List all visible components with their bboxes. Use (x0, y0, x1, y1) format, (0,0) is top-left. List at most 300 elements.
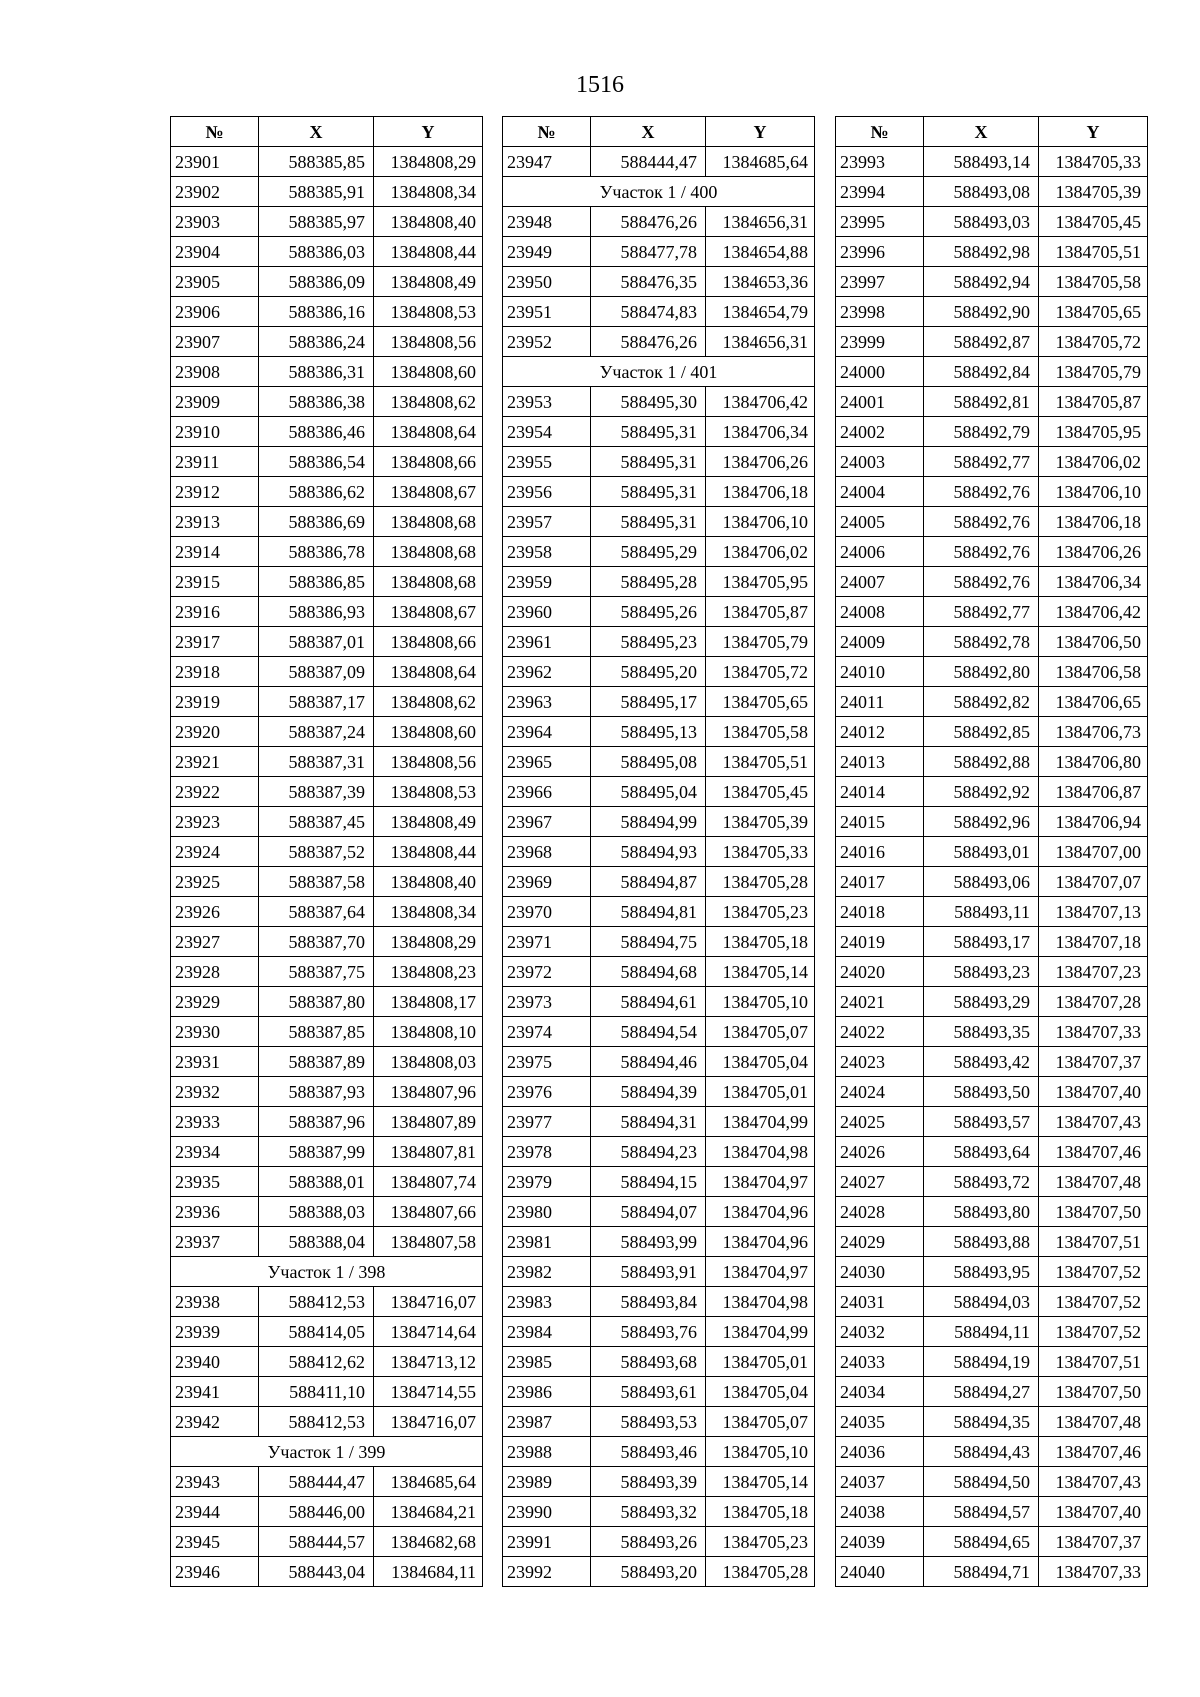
coord-y: 1384808,66 (374, 627, 483, 657)
point-number: 23947 (503, 147, 591, 177)
table-row (171, 1557, 483, 1587)
coord-x: 588386,85 (259, 567, 374, 597)
point-number: 23922 (171, 777, 259, 807)
table-row (836, 1557, 1148, 1587)
point-number: 24008 (836, 597, 924, 627)
table-row (836, 1347, 1148, 1377)
point-number: 23979 (503, 1167, 591, 1197)
coord-y: 1384707,52 (1039, 1257, 1148, 1287)
table-row (503, 1257, 815, 1287)
coord-x: 588386,78 (259, 537, 374, 567)
coordinates-table-1 (170, 116, 483, 1587)
coord-y: 1384704,98 (706, 1137, 815, 1167)
coord-y: 1384808,23 (374, 957, 483, 987)
table-row (171, 657, 483, 687)
table-row (171, 417, 483, 447)
point-number: 23972 (503, 957, 591, 987)
table-row (836, 657, 1148, 687)
table-row (836, 1257, 1148, 1287)
point-number: 24036 (836, 1437, 924, 1467)
coord-x: 588386,62 (259, 477, 374, 507)
coord-x: 588493,03 (924, 207, 1039, 237)
table-row (171, 1107, 483, 1137)
point-number: 24017 (836, 867, 924, 897)
point-number: 24018 (836, 897, 924, 927)
point-number: 23968 (503, 837, 591, 867)
table-row (503, 567, 815, 597)
point-number: 23904 (171, 237, 259, 267)
section-title: Участок 1 / 400 (503, 177, 815, 207)
coord-x: 588494,11 (924, 1317, 1039, 1347)
coord-y: 1384808,40 (374, 867, 483, 897)
coord-y: 1384705,87 (1039, 387, 1148, 417)
coord-y: 1384808,56 (374, 747, 483, 777)
coord-x: 588495,31 (591, 477, 706, 507)
coord-x: 588476,35 (591, 267, 706, 297)
header-num: № (171, 117, 259, 147)
coord-y: 1384808,49 (374, 807, 483, 837)
point-number: 24014 (836, 777, 924, 807)
point-number: 24040 (836, 1557, 924, 1587)
coord-y: 1384685,64 (374, 1467, 483, 1497)
table-row (503, 237, 815, 267)
point-number: 23950 (503, 267, 591, 297)
point-number: 23987 (503, 1407, 591, 1437)
coord-y: 1384807,58 (374, 1227, 483, 1257)
coord-y: 1384706,94 (1039, 807, 1148, 837)
coord-x: 588387,80 (259, 987, 374, 1017)
coord-y: 1384706,18 (1039, 507, 1148, 537)
point-number: 23946 (171, 1557, 259, 1587)
coord-y: 1384707,52 (1039, 1287, 1148, 1317)
point-number: 24003 (836, 447, 924, 477)
coord-x: 588387,89 (259, 1047, 374, 1077)
coord-y: 1384704,97 (706, 1167, 815, 1197)
coord-x: 588387,99 (259, 1137, 374, 1167)
coord-y: 1384808,49 (374, 267, 483, 297)
table-row (503, 1347, 815, 1377)
table-row (171, 297, 483, 327)
coord-x: 588387,39 (259, 777, 374, 807)
coord-x: 588388,04 (259, 1227, 374, 1257)
coord-x: 588477,78 (591, 237, 706, 267)
point-number: 24027 (836, 1167, 924, 1197)
table-row (171, 1497, 483, 1527)
point-number: 23913 (171, 507, 259, 537)
coord-y: 1384705,01 (706, 1347, 815, 1377)
table-row (171, 1377, 483, 1407)
point-number: 24004 (836, 477, 924, 507)
table-row (836, 1137, 1148, 1167)
table-row (503, 1407, 815, 1437)
coord-x: 588476,26 (591, 207, 706, 237)
point-number: 23977 (503, 1107, 591, 1137)
table-row (503, 1047, 815, 1077)
coord-y: 1384705,72 (706, 657, 815, 687)
point-number: 23971 (503, 927, 591, 957)
point-number: 24039 (836, 1527, 924, 1557)
point-number: 23953 (503, 387, 591, 417)
section-row (171, 1257, 483, 1287)
point-number: 23960 (503, 597, 591, 627)
coord-x: 588493,91 (591, 1257, 706, 1287)
table-row (171, 1167, 483, 1197)
coord-y: 1384704,96 (706, 1197, 815, 1227)
point-number: 24033 (836, 1347, 924, 1377)
point-number: 24037 (836, 1467, 924, 1497)
coord-y: 1384808,03 (374, 1047, 483, 1077)
table-row (836, 537, 1148, 567)
coord-y: 1384808,68 (374, 567, 483, 597)
point-number: 23966 (503, 777, 591, 807)
table-row (171, 1317, 483, 1347)
table-row (836, 447, 1148, 477)
coord-y: 1384706,02 (706, 537, 815, 567)
coord-x: 588494,75 (591, 927, 706, 957)
coord-x: 588492,85 (924, 717, 1039, 747)
table-row (503, 957, 815, 987)
table-row (836, 357, 1148, 387)
point-number: 23985 (503, 1347, 591, 1377)
table-row (503, 1017, 815, 1047)
coord-x: 588495,04 (591, 777, 706, 807)
point-number: 23905 (171, 267, 259, 297)
coord-y: 1384808,56 (374, 327, 483, 357)
table-row (503, 627, 815, 657)
table-row (171, 897, 483, 927)
coord-y: 1384707,50 (1039, 1377, 1148, 1407)
point-number: 23974 (503, 1017, 591, 1047)
header-y: Y (1039, 117, 1148, 147)
table-row (836, 1287, 1148, 1317)
table-row (836, 1077, 1148, 1107)
coord-x: 588444,57 (259, 1527, 374, 1557)
point-number: 23962 (503, 657, 591, 687)
point-number: 23933 (171, 1107, 259, 1137)
coord-y: 1384685,64 (706, 147, 815, 177)
coord-y: 1384706,87 (1039, 777, 1148, 807)
coord-y: 1384808,44 (374, 237, 483, 267)
coord-x: 588387,52 (259, 837, 374, 867)
point-number: 23938 (171, 1287, 259, 1317)
coord-x: 588493,20 (591, 1557, 706, 1587)
coord-y: 1384808,68 (374, 537, 483, 567)
coord-y: 1384705,28 (706, 867, 815, 897)
table-row (171, 537, 483, 567)
table-row (836, 387, 1148, 417)
table-header-row (503, 117, 815, 147)
table-row (836, 567, 1148, 597)
coord-x: 588493,72 (924, 1167, 1039, 1197)
table-row (503, 297, 815, 327)
coord-x: 588494,68 (591, 957, 706, 987)
point-number: 23927 (171, 927, 259, 957)
table-row (836, 1377, 1148, 1407)
section-row (171, 1437, 483, 1467)
coord-y: 1384706,65 (1039, 687, 1148, 717)
point-number: 24024 (836, 1077, 924, 1107)
table-row (836, 597, 1148, 627)
point-number: 24035 (836, 1407, 924, 1437)
table-row (503, 747, 815, 777)
coord-x: 588492,96 (924, 807, 1039, 837)
table-row (171, 837, 483, 867)
point-number: 24015 (836, 807, 924, 837)
table-row (503, 477, 815, 507)
table-row (503, 1077, 815, 1107)
table-row (836, 1047, 1148, 1077)
coord-y: 1384713,12 (374, 1347, 483, 1377)
coord-y: 1384707,50 (1039, 1197, 1148, 1227)
coord-x: 588387,96 (259, 1107, 374, 1137)
coord-y: 1384807,66 (374, 1197, 483, 1227)
coord-y: 1384707,46 (1039, 1137, 1148, 1167)
coord-y: 1384808,62 (374, 687, 483, 717)
table-row (171, 1137, 483, 1167)
point-number: 23937 (171, 1227, 259, 1257)
coord-x: 588446,00 (259, 1497, 374, 1527)
coord-y: 1384656,31 (706, 327, 815, 357)
coord-y: 1384808,53 (374, 777, 483, 807)
table-row (171, 1467, 483, 1497)
coord-x: 588492,81 (924, 387, 1039, 417)
table-row (171, 447, 483, 477)
coord-y: 1384684,11 (374, 1557, 483, 1587)
table-row (503, 657, 815, 687)
table-row (836, 927, 1148, 957)
coord-y: 1384808,29 (374, 927, 483, 957)
table-row (171, 1347, 483, 1377)
coord-x: 588492,82 (924, 687, 1039, 717)
point-number: 23982 (503, 1257, 591, 1287)
point-number: 23993 (836, 147, 924, 177)
table-row (836, 1407, 1148, 1437)
point-number: 24007 (836, 567, 924, 597)
coord-y: 1384807,89 (374, 1107, 483, 1137)
table-row (171, 717, 483, 747)
point-number: 24006 (836, 537, 924, 567)
coord-x: 588494,07 (591, 1197, 706, 1227)
table-row (836, 987, 1148, 1017)
table-row (836, 1107, 1148, 1137)
coord-x: 588493,35 (924, 1017, 1039, 1047)
point-number: 23935 (171, 1167, 259, 1197)
coord-y: 1384705,45 (706, 777, 815, 807)
coord-y: 1384684,21 (374, 1497, 483, 1527)
coord-x: 588493,08 (924, 177, 1039, 207)
coord-y: 1384705,04 (706, 1377, 815, 1407)
point-number: 23995 (836, 207, 924, 237)
table-row (171, 1407, 483, 1437)
coord-x: 588476,26 (591, 327, 706, 357)
point-number: 24030 (836, 1257, 924, 1287)
coord-x: 588387,64 (259, 897, 374, 927)
coord-y: 1384706,73 (1039, 717, 1148, 747)
point-number: 23952 (503, 327, 591, 357)
coord-x: 588494,31 (591, 1107, 706, 1137)
point-number: 23975 (503, 1047, 591, 1077)
coord-y: 1384716,07 (374, 1287, 483, 1317)
point-number: 23914 (171, 537, 259, 567)
coord-x: 588493,42 (924, 1047, 1039, 1077)
coord-y: 1384705,14 (706, 957, 815, 987)
point-number: 23965 (503, 747, 591, 777)
point-number: 24001 (836, 387, 924, 417)
point-number: 23988 (503, 1437, 591, 1467)
coord-x: 588495,31 (591, 447, 706, 477)
coord-x: 588386,16 (259, 297, 374, 327)
table-row (503, 1197, 815, 1227)
coord-x: 588493,32 (591, 1497, 706, 1527)
coord-y: 1384707,37 (1039, 1527, 1148, 1557)
point-number: 23909 (171, 387, 259, 417)
point-number: 23918 (171, 657, 259, 687)
point-number: 23955 (503, 447, 591, 477)
coord-y: 1384705,18 (706, 1497, 815, 1527)
point-number: 24025 (836, 1107, 924, 1137)
section-row (503, 177, 815, 207)
coord-y: 1384704,99 (706, 1317, 815, 1347)
coord-y: 1384714,55 (374, 1377, 483, 1407)
table-row (836, 1467, 1148, 1497)
point-number: 23931 (171, 1047, 259, 1077)
table-row (836, 1197, 1148, 1227)
section-title: Участок 1 / 401 (503, 357, 815, 387)
coord-x: 588494,15 (591, 1167, 706, 1197)
coord-x: 588385,85 (259, 147, 374, 177)
coord-y: 1384807,74 (374, 1167, 483, 1197)
table-row (171, 567, 483, 597)
table-row (503, 207, 815, 237)
coord-y: 1384706,42 (1039, 597, 1148, 627)
table-row (171, 597, 483, 627)
coord-x: 588494,65 (924, 1527, 1039, 1557)
table-row (171, 507, 483, 537)
table-row (503, 1497, 815, 1527)
coord-x: 588493,68 (591, 1347, 706, 1377)
coord-x: 588414,05 (259, 1317, 374, 1347)
coord-x: 588492,88 (924, 747, 1039, 777)
coord-y: 1384705,51 (1039, 237, 1148, 267)
table-row (503, 147, 815, 177)
point-number: 23907 (171, 327, 259, 357)
point-number: 23957 (503, 507, 591, 537)
coord-y: 1384707,33 (1039, 1017, 1148, 1047)
table-row (503, 807, 815, 837)
coord-x: 588495,28 (591, 567, 706, 597)
point-number: 23926 (171, 897, 259, 927)
table-row (171, 1047, 483, 1077)
table-row (836, 867, 1148, 897)
point-number: 24019 (836, 927, 924, 957)
coord-y: 1384705,04 (706, 1047, 815, 1077)
coord-y: 1384808,67 (374, 597, 483, 627)
point-number: 23930 (171, 1017, 259, 1047)
point-number: 23948 (503, 207, 591, 237)
point-number: 23959 (503, 567, 591, 597)
coord-y: 1384707,00 (1039, 837, 1148, 867)
table-row (171, 1077, 483, 1107)
point-number: 23984 (503, 1317, 591, 1347)
point-number: 23925 (171, 867, 259, 897)
coord-y: 1384714,64 (374, 1317, 483, 1347)
coord-y: 1384706,10 (1039, 477, 1148, 507)
coord-y: 1384707,13 (1039, 897, 1148, 927)
table-row (171, 267, 483, 297)
coord-x: 588494,03 (924, 1287, 1039, 1317)
coord-x: 588385,97 (259, 207, 374, 237)
table-row (836, 897, 1148, 927)
coord-y: 1384705,87 (706, 597, 815, 627)
table-row (171, 807, 483, 837)
coord-y: 1384808,34 (374, 897, 483, 927)
coord-x: 588495,26 (591, 597, 706, 627)
table-row (503, 1467, 815, 1497)
point-number: 23992 (503, 1557, 591, 1587)
coord-y: 1384705,33 (706, 837, 815, 867)
coord-y: 1384808,67 (374, 477, 483, 507)
point-number: 24010 (836, 657, 924, 687)
table-row (836, 1167, 1148, 1197)
table-row (171, 387, 483, 417)
table-row (503, 267, 815, 297)
coord-x: 588493,14 (924, 147, 1039, 177)
coord-x: 588386,31 (259, 357, 374, 387)
table-row (171, 327, 483, 357)
coord-y: 1384654,88 (706, 237, 815, 267)
point-number: 23994 (836, 177, 924, 207)
coord-x: 588387,75 (259, 957, 374, 987)
coord-x: 588492,76 (924, 477, 1039, 507)
point-number: 23981 (503, 1227, 591, 1257)
coord-x: 588494,27 (924, 1377, 1039, 1407)
coord-x: 588494,61 (591, 987, 706, 1017)
table-row (836, 1527, 1148, 1557)
coord-x: 588492,77 (924, 597, 1039, 627)
table-row (836, 237, 1148, 267)
point-number: 23916 (171, 597, 259, 627)
table-row (171, 627, 483, 657)
coord-x: 588492,87 (924, 327, 1039, 357)
coord-y: 1384704,99 (706, 1107, 815, 1137)
header-num: № (836, 117, 924, 147)
table-row (836, 807, 1148, 837)
point-number: 23942 (171, 1407, 259, 1437)
point-number: 23963 (503, 687, 591, 717)
coord-y: 1384705,23 (706, 897, 815, 927)
coord-x: 588493,99 (591, 1227, 706, 1257)
coord-x: 588443,04 (259, 1557, 374, 1587)
coord-x: 588495,13 (591, 717, 706, 747)
point-number: 23920 (171, 717, 259, 747)
point-number: 23921 (171, 747, 259, 777)
coord-y: 1384808,60 (374, 717, 483, 747)
table-row (836, 207, 1148, 237)
section-title: Участок 1 / 399 (171, 1437, 483, 1467)
point-number: 23902 (171, 177, 259, 207)
table-row (503, 777, 815, 807)
table-row (171, 1527, 483, 1557)
table-row (171, 147, 483, 177)
point-number: 23997 (836, 267, 924, 297)
table-row (171, 747, 483, 777)
coord-y: 1384706,58 (1039, 657, 1148, 687)
coord-y: 1384706,26 (1039, 537, 1148, 567)
coord-y: 1384705,39 (1039, 177, 1148, 207)
table-row (836, 477, 1148, 507)
table-row (836, 147, 1148, 177)
coord-y: 1384707,33 (1039, 1557, 1148, 1587)
